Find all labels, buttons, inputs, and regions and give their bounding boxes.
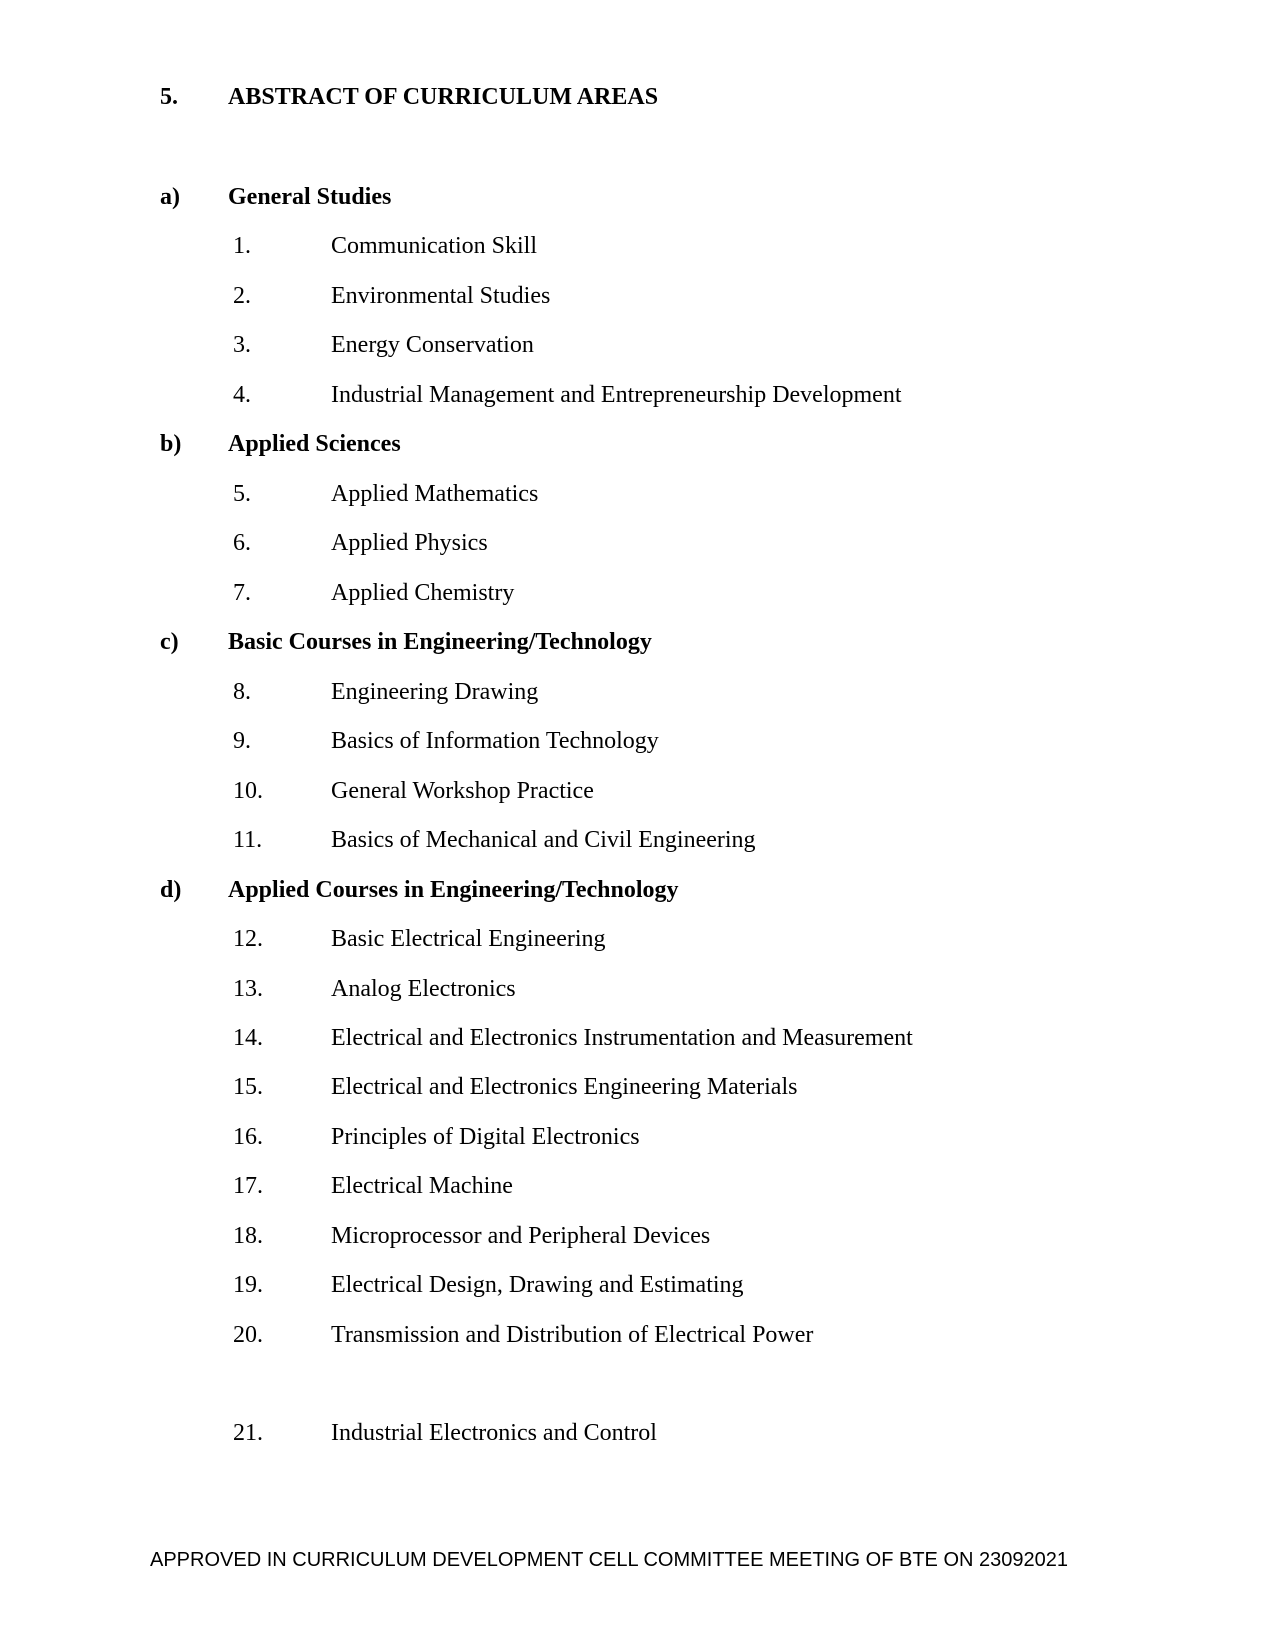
item-text: Industrial Electronics and Control — [331, 1420, 657, 1446]
item-number: 20. — [233, 1322, 263, 1348]
list-item — [233, 578, 514, 608]
section-header-general-studies — [160, 182, 391, 212]
item-number: 5. — [233, 481, 251, 507]
item-number: 3. — [233, 332, 251, 358]
item-text: Applied Chemistry — [331, 580, 515, 606]
list-item — [233, 1418, 657, 1448]
item-text: Electrical and Electronics Engineering Materials — [331, 1074, 798, 1100]
item-text: Microprocessor and Peripheral Devices — [331, 1223, 711, 1249]
item-number: 19. — [233, 1272, 263, 1298]
item-number: 2. — [233, 283, 251, 309]
list-item — [233, 726, 659, 756]
section-header-applied-courses — [160, 875, 679, 905]
item-text: General Workshop Practice — [331, 778, 594, 804]
list-item — [233, 1270, 744, 1300]
list-item — [233, 1171, 513, 1201]
item-text: Energy Conservation — [331, 332, 534, 358]
item-number: 15. — [233, 1074, 263, 1100]
item-text: Electrical and Electronics Instrumentation and Measurement — [331, 1025, 913, 1051]
list-item — [233, 281, 550, 311]
item-text: Electrical Machine — [331, 1173, 513, 1199]
item-text: Applied Mathematics — [331, 481, 539, 507]
item-number: 10. — [233, 778, 263, 804]
section-header-basic-courses — [160, 627, 652, 657]
item-text: Environmental Studies — [331, 283, 551, 309]
item-number: 14. — [233, 1025, 263, 1051]
item-text: Communication Skill — [331, 233, 538, 259]
item-text: Analog Electronics — [331, 976, 516, 1002]
item-number: 1. — [233, 233, 251, 259]
item-text: Applied Physics — [331, 530, 488, 556]
page-heading — [160, 82, 658, 112]
list-item — [233, 924, 606, 954]
item-number: 9. — [233, 728, 251, 754]
item-text: Basics of Information Technology — [331, 728, 659, 754]
section-title: General Studies — [228, 184, 392, 210]
item-text: Basics of Mechanical and Civil Engineering — [331, 827, 756, 853]
item-text: Electrical Design, Drawing and Estimating — [331, 1272, 744, 1298]
item-text: Transmission and Distribution of Electrical Power — [331, 1322, 814, 1348]
item-number: 21. — [233, 1420, 263, 1446]
list-item — [233, 1221, 710, 1251]
section-title: Applied Courses in Engineering/Technology — [228, 877, 679, 903]
section-letter: a) — [160, 184, 180, 210]
item-number: 13. — [233, 976, 263, 1002]
item-number: 6. — [233, 530, 251, 556]
item-text: Engineering Drawing — [331, 679, 539, 705]
heading-title: ABSTRACT OF CURRICULUM AREAS — [228, 84, 659, 110]
list-item — [233, 825, 756, 855]
list-item — [233, 1320, 813, 1350]
list-item — [233, 1072, 797, 1102]
item-number: 16. — [233, 1124, 263, 1150]
list-item — [233, 479, 538, 509]
item-number: 12. — [233, 926, 263, 952]
item-number: 11. — [233, 827, 263, 853]
list-item — [233, 380, 901, 410]
section-title: Basic Courses in Engineering/Technology — [228, 629, 652, 655]
list-item — [233, 974, 516, 1004]
list-item — [233, 528, 488, 558]
item-number: 8. — [233, 679, 251, 705]
section-letter: b) — [160, 431, 182, 457]
section-letter: c) — [160, 629, 179, 655]
item-text: Principles of Digital Electronics — [331, 1124, 640, 1150]
list-item — [233, 1122, 640, 1152]
item-number: 18. — [233, 1223, 263, 1249]
section-header-applied-sciences — [160, 429, 401, 459]
item-text: Basic Electrical Engineering — [331, 926, 606, 952]
list-item — [233, 1023, 913, 1053]
heading-number: 5. — [160, 84, 178, 110]
section-title: Applied Sciences — [228, 431, 401, 457]
list-item — [233, 677, 538, 707]
approval-footer: APPROVED IN CURRICULUM DEVELOPMENT CELL COMMITTEE MEETING OF BTE ON 23092021 — [150, 1549, 1068, 1571]
item-number: 17. — [233, 1173, 263, 1199]
list-item — [233, 776, 594, 806]
item-number: 7. — [233, 580, 251, 606]
list-item — [233, 330, 534, 360]
item-number: 4. — [233, 382, 251, 408]
section-letter: d) — [160, 877, 182, 903]
list-item — [233, 231, 537, 261]
item-text: Industrial Management and Entrepreneurship Development — [331, 382, 902, 408]
